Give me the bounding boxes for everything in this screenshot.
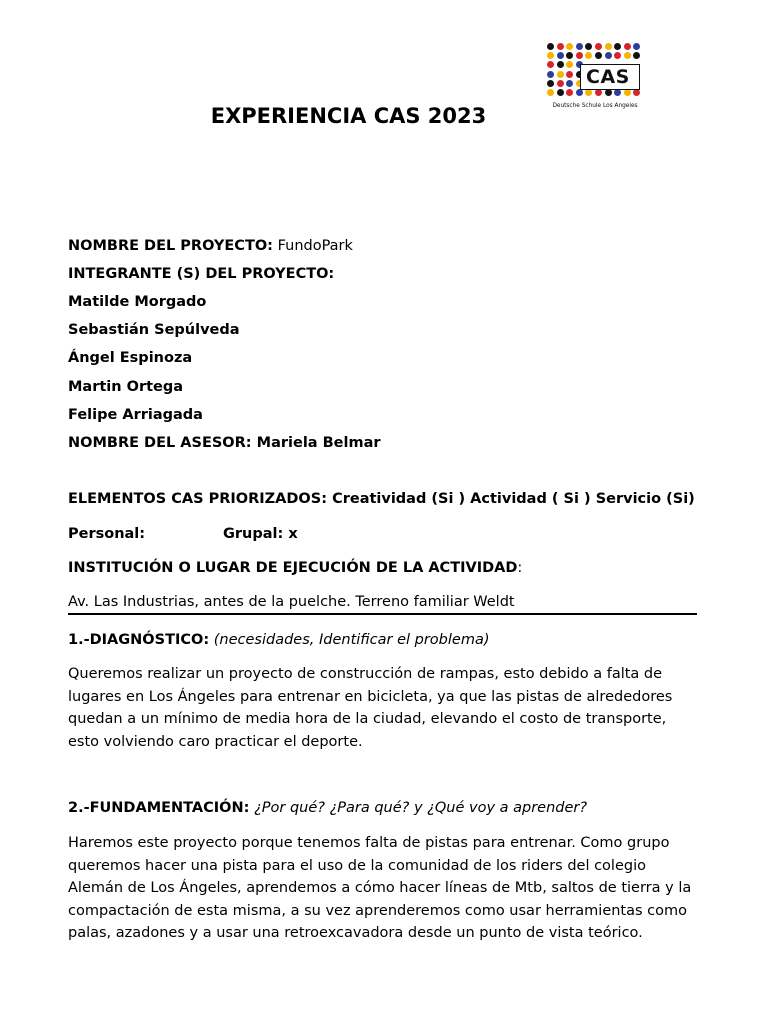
fundamentacion-heading-row <box>68 800 587 816</box>
logo-dot <box>605 43 612 50</box>
logo-dot <box>624 89 631 96</box>
logo-dot <box>633 89 640 96</box>
diagnostico-heading-row <box>68 632 490 648</box>
logo-dot <box>614 43 621 50</box>
logo-dot <box>585 43 592 50</box>
logo-dot <box>566 89 573 96</box>
logo-dot <box>624 43 631 50</box>
logo-word: CAS <box>586 66 630 88</box>
cas-elements-row <box>68 491 695 507</box>
institution-value: Av. Las Industrias, antes de la puelche. Terreno familiar Weldt <box>68 594 515 610</box>
logo-dot <box>633 52 640 59</box>
institution-label: INSTITUCIÓN O LUGAR DE EJECUCIÓN DE LA ACTIVIDAD <box>68 560 518 576</box>
advisor-value: Mariela Belmar <box>256 435 381 451</box>
logo-dot <box>557 43 564 50</box>
member-item: Sebastián Sepúlveda <box>68 322 240 338</box>
project-name-value: FundoPark <box>277 238 353 254</box>
logo-dot <box>595 52 602 59</box>
logo-dot <box>557 61 564 68</box>
logo-subtitle: Deutsche Schule Los Angeles <box>552 103 638 109</box>
logo-dot <box>576 43 583 50</box>
diagnostico-text: Queremos realizar un proyecto de construcción de rampas, esto debido a falta de lugares en Los Ángeles para entrenar en bicicleta, ya que las pistas de alrededores quedan a un mínimo de media hora de la ciudad, elevando el costo de transporte, esto volviendo caro practicar el deporte. <box>68 666 673 750</box>
logo-dot <box>585 89 592 96</box>
institution-colon: : <box>517 560 523 576</box>
fundamentacion-heading: 2.-FUNDAMENTACIÓN: <box>68 800 250 816</box>
logo-dot <box>547 52 554 59</box>
logo-dot <box>547 61 554 68</box>
logo-dot <box>566 71 573 78</box>
diagnostico-heading: 1.-DIAGNÓSTICO: <box>68 632 210 648</box>
logo-dot <box>605 89 612 96</box>
logo-dot <box>547 43 554 50</box>
logo-dot <box>633 43 640 50</box>
logo-dot <box>566 52 573 59</box>
advisor-row <box>68 435 381 451</box>
logo-dot <box>576 89 583 96</box>
logo-dot <box>557 89 564 96</box>
cas-elements-value: Creatividad (Si ) Actividad ( Si ) Servicio (Si) <box>332 491 695 507</box>
document-title: EXPERIENCIA CAS 2023 <box>210 104 487 128</box>
logo-dot <box>547 80 554 87</box>
logo-dot <box>557 52 564 59</box>
members-label: INTEGRANTE (S) DEL PROYECTO: <box>68 266 335 282</box>
logo-dot <box>557 71 564 78</box>
logo-dot <box>566 80 573 87</box>
cas-elements-label: ELEMENTOS CAS PRIORIZADOS: <box>68 491 327 507</box>
member-item: Ángel Espinoza <box>68 350 193 366</box>
project-name-row <box>68 238 353 254</box>
logo-dot <box>624 52 631 59</box>
institution-row <box>68 560 522 576</box>
logo-dot <box>585 52 592 59</box>
grupal-label: Grupal: x <box>223 526 298 542</box>
fundamentacion-hint: ¿Por qué? ¿Para qué? y ¿Qué voy a aprender? <box>254 800 588 816</box>
project-name-label: NOMBRE DEL PROYECTO: <box>68 238 273 254</box>
fundamentacion-text: Haremos este proyecto porque tenemos falta de pistas para entrenar. Como grupo queremos hacer una pista para el uso de la comunidad de los riders del colegio Alemán de Los Ángeles, aprendemos a cómo hacer líneas de Mtb, saltos de tierra y la compactación de esta misma, a su vez aprenderemos como usar herramientas como palas, azadones y a usar una retroexcavadora desde un punto de vista teórico. <box>68 835 692 941</box>
personal-label: Personal: <box>68 526 146 542</box>
logo-dot <box>595 89 602 96</box>
logo-dot <box>566 43 573 50</box>
logo-dot <box>557 80 564 87</box>
logo-dot <box>566 61 573 68</box>
logo-dot <box>605 52 612 59</box>
member-item: Matilde Morgado <box>68 294 207 310</box>
logo-dot <box>614 52 621 59</box>
diagnostico-hint: (necesidades, Identificar el problema) <box>213 632 490 648</box>
member-item: Felipe Arriagada <box>68 407 203 423</box>
logo-dot <box>576 52 583 59</box>
logo-dot <box>595 43 602 50</box>
logo-dot <box>547 89 554 96</box>
logo-dot <box>614 89 621 96</box>
member-item: Martin Ortega <box>68 379 184 395</box>
logo-dot <box>547 71 554 78</box>
section-divider <box>68 613 697 615</box>
advisor-label: NOMBRE DEL ASESOR: <box>68 435 252 451</box>
